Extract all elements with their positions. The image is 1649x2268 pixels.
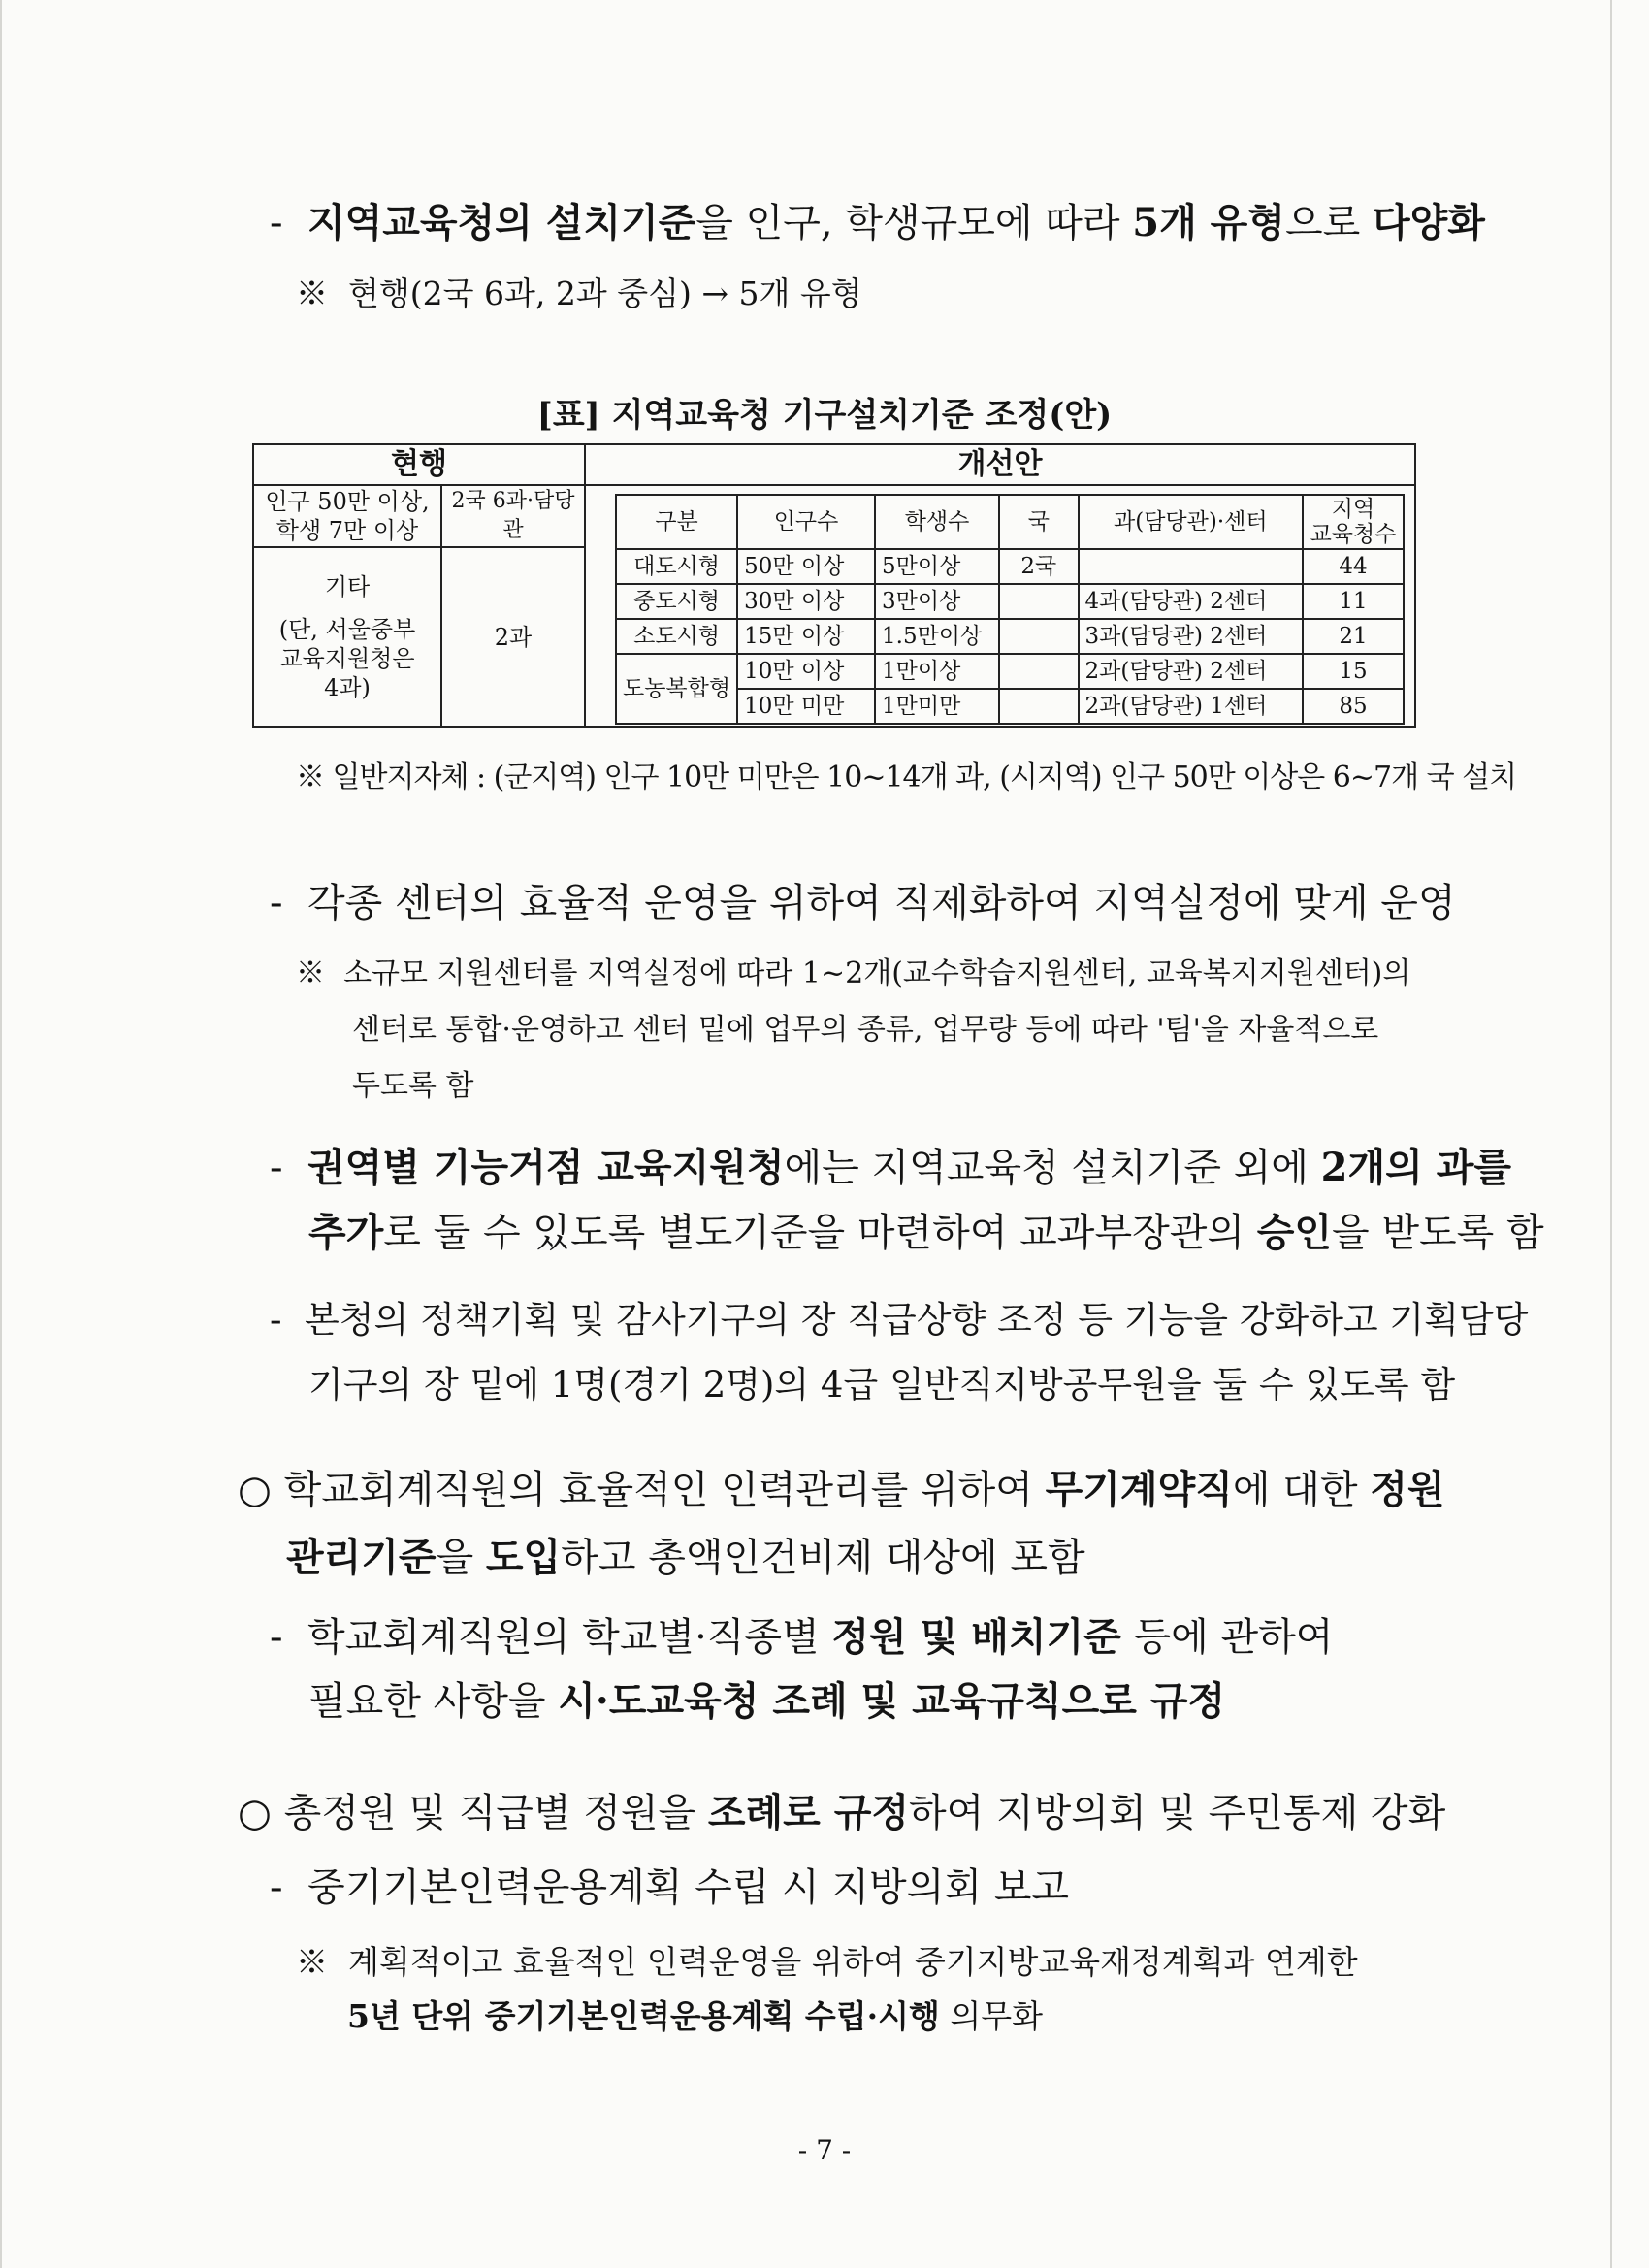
table-row — [616, 654, 1404, 689]
row-pop: 15만 이상 — [737, 619, 875, 654]
row-dept: 3과(담당관) 2센터 — [1079, 619, 1304, 654]
col-bureau: 국 — [999, 495, 1078, 549]
row-dept: 2과(담당관) 2센터 — [1079, 654, 1304, 689]
improved-plan-table — [615, 494, 1405, 725]
row-pop: 10만 이상 — [737, 654, 875, 689]
hub-item-l2: 추가로 둘 수 있도록 별도기준을 마련하여 교과부장관의 승인을 받도록 함 — [308, 1210, 1544, 1255]
row-dept — [1079, 549, 1304, 584]
row-pop: 10만 미만 — [737, 689, 875, 724]
row-stu: 5만이상 — [875, 549, 999, 584]
row-stu: 3만이상 — [875, 584, 999, 619]
inner-header-row — [616, 495, 1404, 549]
current-header: 현행 — [391, 447, 447, 481]
intro-note: ※ 현행(2국 6과, 2과 중심) → 5개 유형 — [296, 275, 862, 312]
accounting-sub-l2: 필요한 사항을 시·도교육청 조례 및 교육규칙으로 규정 — [308, 1678, 1226, 1724]
center-note: ※ 소규모 지원센터를 지역실정에 따라 1~2개(교수학습지원센터, 교육복지지원센터)의 — [296, 956, 1411, 990]
col-dept: 과(담당관)·센터 — [1079, 495, 1304, 549]
row-dept: 4과(담당관) 2센터 — [1079, 584, 1304, 619]
current-org-2: 2과 — [494, 623, 533, 651]
row-pop: 50만 이상 — [737, 549, 875, 584]
row-dept: 2과(담당관) 1센터 — [1079, 689, 1304, 724]
row-type: 소도시형 — [616, 619, 737, 654]
row-stu: 1.5만이상 — [875, 619, 999, 654]
quota-item: ○ 총정원 및 직급별 정원을 조례로 규정하여 지방의회 및 주민통제 강화 — [238, 1790, 1446, 1835]
row-bureau: 2국 — [999, 549, 1078, 584]
row-bureau — [999, 654, 1078, 689]
quota-note-l2: 5년 단위 중기기본인력운용계획 수립·시행 의무화 — [347, 1997, 1043, 2035]
row-count: 21 — [1303, 619, 1404, 654]
current-criteria-2: 기타 (단, 서울중부 교육지원청은 4과) — [278, 572, 416, 701]
row-bureau — [999, 584, 1078, 619]
center-note-l3: 두도록 함 — [352, 1069, 474, 1103]
accounting-sub: - 학교회계직원의 학교별·직종별 정원 및 배치기준 등에 관하여 — [270, 1614, 1334, 1660]
center-item: - 각종 센터의 효율적 운영을 위하여 직제화하여 지역실정에 맞게 운영 — [270, 881, 1456, 925]
policy-item-l2: 기구의 장 밑에 1명(경기 2명)의 4급 일반직지방공무원을 둘 수 있도록 함 — [308, 1364, 1456, 1406]
left-page-edge — [0, 0, 2, 2268]
row-stu: 1만미만 — [875, 689, 999, 724]
row-count: 85 — [1303, 689, 1404, 724]
policy-item: - 본청의 정책기획 및 감사기구의 장 직급상향 조정 등 기능을 강화하고 기획담당 — [270, 1299, 1529, 1341]
col-count: 지역 교육청수 — [1303, 495, 1404, 549]
table-footnote: ※ 일반지자체 : (군지역) 인구 10만 미만은 10~14개 과, (시지역) 인구 50만 이상은 6~7개 국 설치 — [296, 761, 1517, 794]
col-type: 구분 — [616, 495, 737, 549]
center-note-l2: 센터로 통합·운영하고 센터 밑에 업무의 종류, 업무량 등에 따라 '팀'을 자율적으로 — [352, 1013, 1379, 1047]
row-bureau — [999, 689, 1078, 724]
row-count: 11 — [1303, 584, 1404, 619]
col-population: 인구수 — [737, 495, 875, 549]
row-pop: 30만 이상 — [737, 584, 875, 619]
intro-bold-1: 지역교육청의 설치기준 — [307, 200, 696, 245]
row-type: 중도시형 — [616, 584, 737, 619]
page-number: - 7 - — [797, 2134, 852, 2166]
table-row — [616, 549, 1404, 584]
accounting-item-l2: 관리기준을 도입하고 총액인건비제 대상에 포함 — [286, 1535, 1085, 1580]
table-row — [616, 619, 1404, 654]
right-page-edge — [1610, 0, 1612, 2268]
hub-item: - 권역별 기능거점 교육지원청에는 지역교육청 설치기준 외에 2개의 과를 — [270, 1145, 1511, 1190]
improved-header: 개선안 — [957, 447, 1043, 481]
col-students: 학생수 — [875, 495, 999, 549]
intro-bold-3: 다양화 — [1372, 200, 1485, 245]
row-stu: 1만이상 — [875, 654, 999, 689]
current-org-1: 2국 6과·담당관 — [451, 489, 575, 542]
accounting-item: ○ 학교회계직원의 효율적인 인력관리를 위하여 무기계약직에 대한 정원 — [238, 1467, 1445, 1512]
quota-sub: - 중기기본인력운용계획 수립 시 지방의회 보고 — [270, 1865, 1069, 1910]
intro-bold-2: 5개 유형 — [1132, 200, 1285, 245]
table-title: [표] 지역교육청 기구설치기준 조정(안) — [536, 396, 1113, 435]
table-row — [616, 584, 1404, 619]
quota-note: ※ 계획적이고 효율적인 인력운영을 위하여 중기지방교육재정계획과 연계한 — [296, 1943, 1358, 1981]
table-split-rule — [584, 445, 586, 726]
row-type: 대도시형 — [616, 549, 737, 584]
current-criteria-1: 인구 50만 이상, 학생 7만 이상 — [265, 488, 430, 544]
row-bureau — [999, 619, 1078, 654]
row-count: 15 — [1303, 654, 1404, 689]
row-type: 도농복합형 — [616, 654, 737, 724]
row-count: 44 — [1303, 549, 1404, 584]
intro-line: - 지역교육청의 설치기준을 인구, 학생규모에 따라 5개 유형으로 다양화 — [270, 200, 1485, 245]
org-standard-table — [252, 443, 1416, 728]
